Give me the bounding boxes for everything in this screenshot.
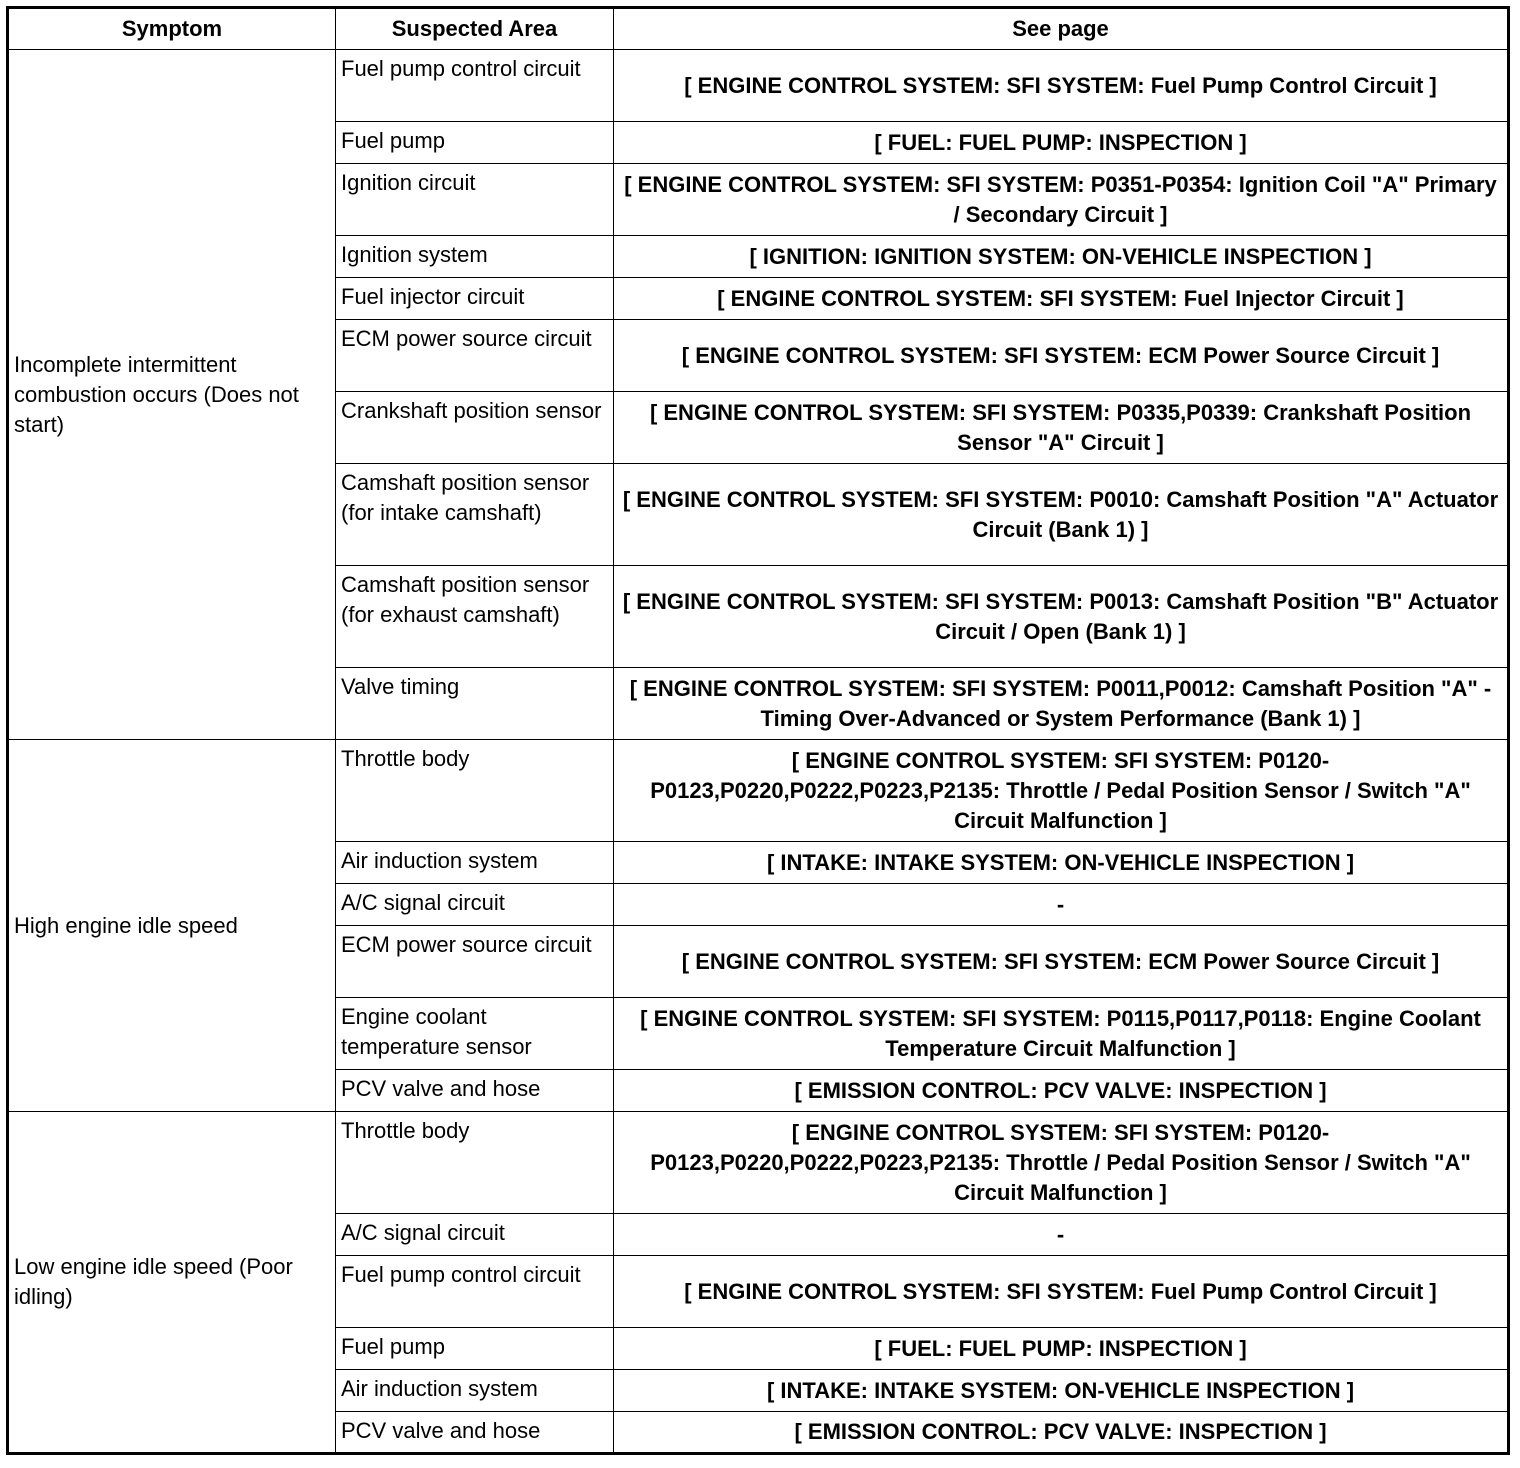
- suspected-area-cell: ECM power source circuit: [336, 320, 614, 392]
- suspected-area-cell: Air induction system: [336, 842, 614, 884]
- table-row: [8, 1112, 1509, 1214]
- see-page-cell: [ ENGINE CONTROL SYSTEM: SFI SYSTEM: P0351-P0354: Ignition Coil "A" Primary / Secondary Circuit ]: [614, 164, 1509, 236]
- see-page-cell: [ ENGINE CONTROL SYSTEM: SFI SYSTEM: P0010: Camshaft Position "A" Actuator Circuit (Bank 1) ]: [614, 464, 1509, 566]
- see-page-cell: [ ENGINE CONTROL SYSTEM: SFI SYSTEM: P0120-P0123,P0220,P0222,P0223,P2135: Throttle / Pedal Position Sensor / Switch "A" Circuit Malfunction ]: [614, 740, 1509, 842]
- suspected-area-cell: Engine coolant temperature sensor: [336, 998, 614, 1070]
- table-row: [8, 740, 1509, 842]
- suspected-area-cell: Fuel pump control circuit: [336, 1256, 614, 1328]
- table-body: [8, 50, 1509, 1454]
- suspected-area-cell: Throttle body: [336, 740, 614, 842]
- suspected-area-cell: Throttle body: [336, 1112, 614, 1214]
- header-symptom: Symptom: [8, 8, 336, 50]
- suspected-area-cell: Camshaft position sensor (for intake camshaft): [336, 464, 614, 566]
- see-page-cell: [ ENGINE CONTROL SYSTEM: SFI SYSTEM: P0115,P0117,P0118: Engine Coolant Temperature Circuit Malfunction ]: [614, 998, 1509, 1070]
- suspected-area-cell: ECM power source circuit: [336, 926, 614, 998]
- troubleshooting-table: [6, 6, 1510, 1455]
- symptom-cell: Low engine idle speed (Poor idling): [8, 1112, 336, 1454]
- see-page-cell: [ ENGINE CONTROL SYSTEM: SFI SYSTEM: P0013: Camshaft Position "B" Actuator Circuit / Open (Bank 1) ]: [614, 566, 1509, 668]
- see-page-cell: [ INTAKE: INTAKE SYSTEM: ON-VEHICLE INSPECTION ]: [614, 1370, 1509, 1412]
- see-page-cell: [ FUEL: FUEL PUMP: INSPECTION ]: [614, 122, 1509, 164]
- table-row: [8, 50, 1509, 122]
- suspected-area-cell: A/C signal circuit: [336, 1214, 614, 1256]
- header-row: [8, 8, 1509, 50]
- symptom-cell: Incomplete intermittent combustion occurs (Does not start): [8, 50, 336, 740]
- see-page-cell: [ EMISSION CONTROL: PCV VALVE: INSPECTION ]: [614, 1070, 1509, 1112]
- suspected-area-cell: Fuel injector circuit: [336, 278, 614, 320]
- see-page-cell: [ INTAKE: INTAKE SYSTEM: ON-VEHICLE INSPECTION ]: [614, 842, 1509, 884]
- header-see-page: See page: [614, 8, 1509, 50]
- suspected-area-cell: A/C signal circuit: [336, 884, 614, 926]
- suspected-area-cell: PCV valve and hose: [336, 1070, 614, 1112]
- see-page-cell: [ ENGINE CONTROL SYSTEM: SFI SYSTEM: Fuel Injector Circuit ]: [614, 278, 1509, 320]
- see-page-cell: [ ENGINE CONTROL SYSTEM: SFI SYSTEM: P0120-P0123,P0220,P0222,P0223,P2135: Throttle / Pedal Position Sensor / Switch "A" Circuit Malfunction ]: [614, 1112, 1509, 1214]
- header-suspected-area: Suspected Area: [336, 8, 614, 50]
- see-page-cell: -: [614, 884, 1509, 926]
- suspected-area-cell: Camshaft position sensor (for exhaust camshaft): [336, 566, 614, 668]
- see-page-cell: [ ENGINE CONTROL SYSTEM: SFI SYSTEM: Fuel Pump Control Circuit ]: [614, 50, 1509, 122]
- suspected-area-cell: Ignition system: [336, 236, 614, 278]
- suspected-area-cell: Crankshaft position sensor: [336, 392, 614, 464]
- symptom-cell: High engine idle speed: [8, 740, 336, 1112]
- suspected-area-cell: Fuel pump: [336, 122, 614, 164]
- see-page-cell: [ ENGINE CONTROL SYSTEM: SFI SYSTEM: ECM Power Source Circuit ]: [614, 926, 1509, 998]
- see-page-cell: [ ENGINE CONTROL SYSTEM: SFI SYSTEM: Fuel Pump Control Circuit ]: [614, 1256, 1509, 1328]
- see-page-cell: [ FUEL: FUEL PUMP: INSPECTION ]: [614, 1328, 1509, 1370]
- see-page-cell: [ IGNITION: IGNITION SYSTEM: ON-VEHICLE INSPECTION ]: [614, 236, 1509, 278]
- suspected-area-cell: Fuel pump: [336, 1328, 614, 1370]
- see-page-cell: [ ENGINE CONTROL SYSTEM: SFI SYSTEM: P0011,P0012: Camshaft Position "A" - Timing Over-Advanced or System Performance (Bank 1) ]: [614, 668, 1509, 740]
- see-page-cell: -: [614, 1214, 1509, 1256]
- suspected-area-cell: PCV valve and hose: [336, 1412, 614, 1454]
- see-page-cell: [ ENGINE CONTROL SYSTEM: SFI SYSTEM: ECM Power Source Circuit ]: [614, 320, 1509, 392]
- see-page-cell: [ ENGINE CONTROL SYSTEM: SFI SYSTEM: P0335,P0339: Crankshaft Position Sensor "A" Circuit ]: [614, 392, 1509, 464]
- suspected-area-cell: Fuel pump control circuit: [336, 50, 614, 122]
- suspected-area-cell: Ignition circuit: [336, 164, 614, 236]
- suspected-area-cell: Air induction system: [336, 1370, 614, 1412]
- see-page-cell: [ EMISSION CONTROL: PCV VALVE: INSPECTION ]: [614, 1412, 1509, 1454]
- suspected-area-cell: Valve timing: [336, 668, 614, 740]
